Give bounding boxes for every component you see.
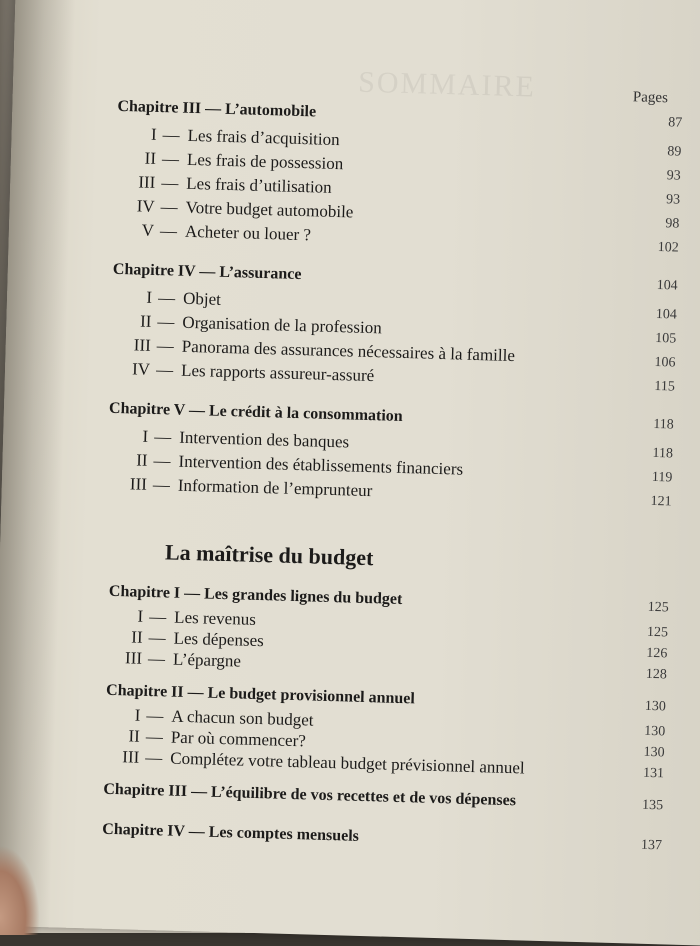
entry-number: III	[133, 335, 152, 355]
separator: —	[159, 221, 178, 241]
page-number: 104	[656, 277, 678, 294]
page-number: 118	[653, 416, 674, 433]
separator: —	[153, 451, 171, 471]
chapter-heading	[102, 820, 359, 847]
entry-title: Intervention des établissements financiers	[178, 451, 464, 479]
entry-title: Acheter ou louer ?	[184, 221, 312, 245]
chapter-label: Chapitre III	[117, 97, 202, 118]
chapter-label: Chapitre V	[108, 399, 186, 419]
page-number: 130	[644, 698, 667, 715]
entry-number: III	[124, 648, 143, 668]
chapter-label: Chapitre IV	[102, 820, 186, 841]
entry-number: IV	[131, 359, 151, 379]
separator: —	[155, 360, 174, 380]
page-number: 125	[647, 599, 669, 616]
entry-number: III	[138, 172, 156, 192]
separator: —	[156, 336, 175, 356]
page-number: 104	[655, 306, 678, 323]
toc-entry	[108, 426, 349, 453]
page-number: 93	[666, 168, 681, 184]
entry-title: Organisation de la profession	[182, 312, 383, 338]
page-number: 130	[644, 723, 666, 740]
toc-entry	[114, 220, 312, 245]
entry-title: Panorama des assurances nécessaires à la famille	[181, 336, 516, 366]
separator: —	[162, 125, 180, 145]
separator: —	[152, 475, 171, 495]
toc-entry	[112, 287, 221, 310]
toc-entry	[111, 311, 382, 339]
entry-title: L’épargne	[172, 649, 242, 671]
page-number: 135	[641, 797, 664, 814]
entry-title: Complétez votre tableau budget prévisionnel annuel	[170, 748, 525, 778]
page-number: 121	[650, 493, 672, 510]
entry-title: Les revenus	[173, 607, 257, 629]
separator: —	[147, 648, 166, 669]
chapter-heading	[109, 399, 403, 427]
chapter-title: L’assurance	[219, 263, 302, 284]
chapter-title: L’équilibre de vos recettes et de vos dépenses	[210, 783, 517, 810]
page-number: 105	[654, 330, 677, 347]
entry-number: I	[134, 705, 141, 725]
entry-title: Par où commencer?	[170, 727, 307, 751]
separator: —	[179, 584, 205, 603]
entry-number: II	[131, 627, 143, 647]
page-number: 115	[654, 378, 676, 395]
separator: —	[184, 401, 210, 420]
toc-entry	[115, 172, 332, 198]
separator: —	[161, 173, 179, 193]
entry-number: II	[139, 311, 152, 331]
bleed-through-heading: SOMMAIRE	[357, 65, 537, 104]
chapter-title: Le crédit à la consommation	[208, 402, 403, 425]
page-number: 126	[646, 645, 668, 662]
entry-number: II	[135, 450, 148, 470]
toc-entry	[116, 148, 344, 174]
page-number: 118	[652, 445, 674, 462]
page-number: 98	[665, 216, 680, 232]
entry-number: IV	[136, 196, 155, 216]
chapter-heading	[103, 780, 516, 812]
entry-title: Les frais d’acquisition	[187, 125, 340, 150]
entry-title: Les dépenses	[173, 628, 265, 651]
chapter-label: Chapitre III	[103, 780, 188, 801]
entry-title: Information de l’emprunteur	[177, 475, 373, 501]
entry-number: I	[150, 124, 157, 144]
chapter-label: Chapitre II	[105, 681, 184, 701]
chapter-title: Les grandes lignes du budget	[203, 585, 403, 609]
chapter-title: Le budget provisionnel annuel	[207, 684, 416, 708]
entry-number: II	[144, 148, 157, 168]
page-number: 119	[651, 469, 673, 486]
entry-number: I	[142, 426, 149, 446]
page-number: 130	[643, 744, 665, 761]
thumb	[0, 845, 40, 935]
page-number: 89	[667, 144, 682, 160]
entry-number: II	[128, 726, 141, 746]
chapter-label: Chapitre I	[108, 582, 181, 602]
separator: —	[157, 312, 175, 332]
toc-entry	[99, 747, 525, 779]
page-number: 128	[645, 666, 668, 683]
toc-entry	[102, 648, 241, 672]
entry-number: III	[129, 474, 148, 494]
separator: —	[145, 726, 164, 747]
page-number: 125	[646, 624, 669, 641]
separator: —	[146, 705, 164, 726]
page-number: 106	[654, 354, 676, 371]
toc-entry	[107, 474, 373, 501]
page-number: 102	[657, 240, 679, 256]
page-number: 87	[668, 115, 683, 131]
separator: —	[200, 100, 226, 118]
separator: —	[186, 783, 212, 801]
separator: —	[157, 288, 176, 308]
toc-entry	[116, 124, 339, 150]
pages-column-label: Pages	[632, 89, 669, 107]
entry-title: Objet	[182, 288, 222, 309]
toc-entry	[110, 359, 375, 386]
separator: —	[148, 606, 167, 627]
page-number: 93	[665, 192, 681, 208]
separator: —	[184, 823, 209, 841]
entry-title: A chacun son budget	[171, 706, 314, 730]
entry-title: Les frais de possession	[186, 149, 344, 174]
separator: —	[183, 683, 208, 702]
chapter-heading	[117, 97, 316, 123]
separator: —	[148, 627, 166, 648]
entry-title: Votre budget automobile	[185, 197, 354, 222]
entry-title: Intervention des banques	[178, 427, 350, 452]
separator: —	[195, 263, 220, 281]
chapter-heading	[113, 260, 302, 285]
separator: —	[153, 427, 172, 447]
page-number: 131	[642, 765, 665, 782]
entry-number: V	[141, 220, 155, 240]
chapter-title: Les comptes mensuels	[208, 823, 360, 845]
toc-entry	[114, 196, 353, 223]
chapter-heading	[109, 582, 403, 610]
separator: —	[160, 197, 178, 217]
chapter-title: L’automobile	[224, 100, 317, 121]
separator: —	[161, 149, 180, 169]
toc-entry	[103, 606, 256, 630]
entry-number: I	[146, 287, 153, 307]
entry-number: III	[122, 747, 140, 767]
entry-title: Les rapports assureur-assuré	[180, 360, 375, 386]
separator: —	[145, 747, 163, 768]
page-number: 137	[640, 837, 663, 854]
entry-number: I	[137, 606, 144, 626]
part-title: La maîtrise du budget	[164, 539, 374, 571]
entry-title: Les frais d’utilisation	[186, 173, 332, 197]
chapter-label: Chapitre IV	[112, 260, 196, 281]
